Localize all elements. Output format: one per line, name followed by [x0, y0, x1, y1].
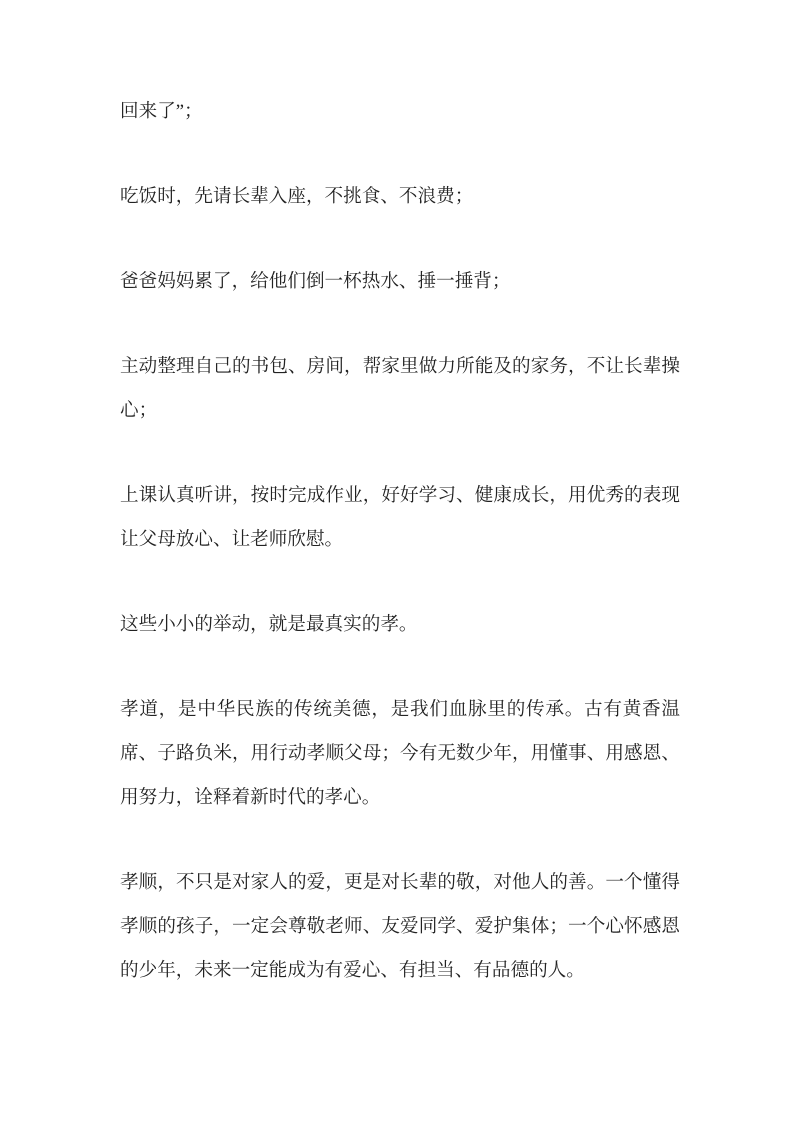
paragraph: 上课认真听讲，按时完成作业，好好学习、健康成长，用优秀的表现让父母放心、让老师欣慰。	[120, 485, 680, 550]
paragraph: 爸爸妈妈累了，给他们倒一杯热水、捶一捶背；	[120, 271, 511, 292]
paragraph: 孝顺，不只是对家人的爱，更是对长辈的敬，对他人的善。一个懂得孝顺的孩子，一定会尊敬老师、友爱同学、爱护集体；一个心怀感恩的少年，未来一定能成为有爱心、有担当、有品德的人。	[120, 872, 680, 981]
paragraph: 孝道，是中华民族的传统美德，是我们血脉里的传承。古有黄香温席、子路负米，用行动孝顺父母；今有无数少年，用懂事、用感恩、用努力，诠释着新时代的孝心。	[120, 699, 680, 808]
paragraph: 吃饭时，先请长辈入座，不挑食、不浪费；	[120, 186, 474, 207]
document-body	[120, 90, 680, 993]
paragraph: 主动整理自己的书包、房间，帮家里做力所能及的家务，不让长辈操心；	[120, 356, 680, 421]
paragraph: 回来了”；	[120, 101, 203, 122]
paragraph: 这些小小的举动，就是最真实的孝。	[120, 614, 418, 635]
